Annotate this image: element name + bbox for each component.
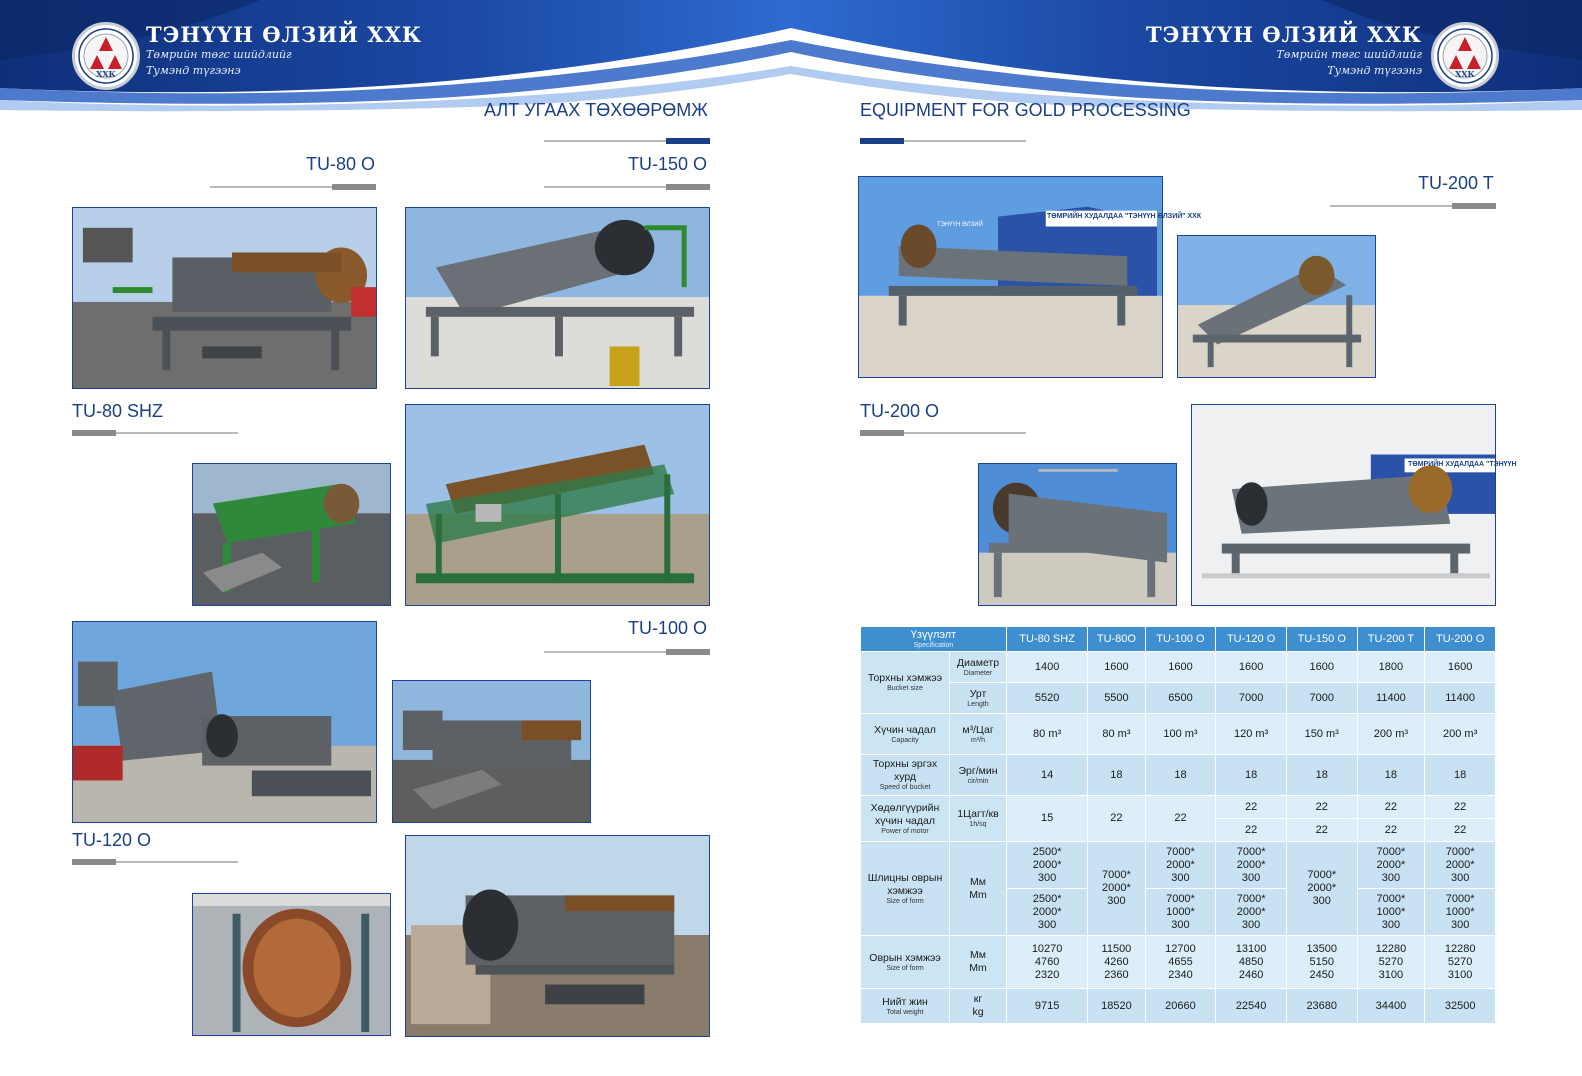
table-cell: 6500: [1146, 683, 1216, 713]
label-tu-100-o: TU-100 O: [628, 618, 708, 638]
photo-tu-120-o-drum: [192, 893, 391, 1036]
photo-tu-120-o-site: [405, 835, 710, 1037]
table-row-length: [861, 683, 1495, 713]
table-cell: 32500: [1425, 989, 1495, 1023]
table-row-weight: [861, 989, 1495, 1023]
table-cell: 14: [1007, 755, 1087, 795]
logo-text: ХХК: [96, 69, 116, 79]
table-cell: 18: [1358, 755, 1425, 795]
header-spec-cell: Үзүүлэлт Specification: [861, 627, 1006, 651]
right-header-banner: [791, 0, 1582, 112]
left-page-title: АЛТ УГААХ ТӨХӨӨРӨМЖ: [484, 100, 708, 120]
table-cell: 2500* 2000* 300: [1007, 889, 1087, 935]
table-cell: 7000* 1000* 300: [1425, 889, 1495, 935]
table-cell: 13100 4850 2460: [1216, 936, 1286, 988]
row-label-bucket: Торхны хэмжээ Bucket size: [861, 652, 949, 713]
title-underline: [544, 140, 710, 142]
table-cell: 80 m³: [1088, 714, 1144, 754]
company-tagline-1: Төмрийн төгс шийдлийг: [1276, 48, 1422, 61]
label-underline: [860, 432, 1026, 434]
table-cell: 15: [1007, 796, 1087, 841]
table-cell: 18520: [1088, 989, 1144, 1023]
table-cell: 120 m³: [1216, 714, 1286, 754]
table-cell: 18: [1088, 755, 1144, 795]
label-underline: [544, 651, 710, 653]
table-cell: 12700 4655 2340: [1146, 936, 1216, 988]
table-cell: 13500 5150 2450: [1287, 936, 1357, 988]
photo-machine-sign: ТЭНҮҮН ӨЛЗИЙ: [937, 222, 983, 228]
label-tu-200-t: TU-200 T: [1418, 173, 1494, 193]
table-header-row: [861, 627, 1495, 651]
table-cell: 18: [1216, 755, 1286, 795]
label-underline: [72, 432, 238, 434]
photo-building-sign: ТӨМРИЙН ХУДАЛДАА "ТЭНҮҮН: [1408, 461, 1517, 468]
label-tu-80-o: TU-80 O: [306, 154, 376, 174]
table-cell: 1800: [1358, 652, 1425, 682]
unit-speed: Эрг/мин cir/min: [950, 755, 1006, 795]
table-cell: 9715: [1007, 989, 1087, 1023]
table-cell: 150 m³: [1287, 714, 1357, 754]
table-cell: 11400: [1358, 683, 1425, 713]
table-cell: 7000* 2000* 300: [1358, 842, 1425, 888]
table-cell: 34400: [1358, 989, 1425, 1023]
table-cell: 7000* 2000* 300: [1216, 842, 1286, 888]
table-cell: 7000: [1287, 683, 1357, 713]
table-cell: 22: [1287, 819, 1357, 841]
brand-block: [1146, 22, 1422, 79]
header-model: TU-120 O: [1216, 627, 1286, 651]
header-model: TU-200 O: [1425, 627, 1495, 651]
company-logo: [1431, 22, 1499, 90]
photo-tu-200-o-side: [978, 463, 1177, 606]
row-label-form: Шлицны оврын хэмжээ Size of form: [861, 842, 949, 935]
photo-tu-80-shz: [192, 463, 391, 606]
table-cell: 22: [1088, 796, 1144, 841]
label-underline: [72, 861, 238, 863]
unit-weight: кг kg: [950, 989, 1006, 1023]
table-cell: 18: [1287, 755, 1357, 795]
table-cell: 7000* 2000* 300: [1088, 842, 1144, 935]
row-label-capacity: Хүчин чадал Capacity: [861, 714, 949, 754]
unit-motor: 1Цагт/кв 1h/sq: [950, 796, 1006, 841]
label-underline: [210, 186, 376, 188]
table-cell: 7000* 2000* 300: [1146, 842, 1216, 888]
table-cell: 22540: [1216, 989, 1286, 1023]
table-cell: 1600: [1088, 652, 1144, 682]
table-cell: 22: [1358, 796, 1425, 818]
photo-tu-100-o: [405, 404, 710, 606]
table-row-capacity: [861, 714, 1495, 754]
photo-building-sign: ТӨМРИЙН ХУДАЛДАА "ТЭНҮҮН ӨЛЗИЙ" ХХК: [1047, 213, 1202, 220]
table-cell: 23680: [1287, 989, 1357, 1023]
photo-tu-120-o-side: [392, 680, 591, 823]
table-cell: 1400: [1007, 652, 1087, 682]
table-cell: 1600: [1425, 652, 1495, 682]
company-logo: [72, 22, 140, 90]
table-cell: 22: [1146, 796, 1216, 841]
table-cell: 11500 4260 2360: [1088, 936, 1144, 988]
photo-tu-80-o: [72, 207, 377, 389]
table-cell: 1600: [1146, 652, 1216, 682]
table-cell: 12280 5270 3100: [1425, 936, 1495, 988]
row-label-speed: Торхны эргэх хурд Speed of bucket: [861, 755, 949, 795]
unit-capacity: м³/Цаг m³/h: [950, 714, 1006, 754]
table-cell: 7000* 2000* 300: [1287, 842, 1357, 935]
table-cell: 7000* 1000* 300: [1146, 889, 1216, 935]
table-row-motor: [861, 796, 1495, 818]
table-row-speed: [861, 755, 1495, 795]
company-name: ТЭНҮҮН ӨЛЗИЙ ХХК: [146, 22, 422, 47]
label-tu-80-shz: TU-80 SHZ: [72, 401, 164, 421]
table-cell: 22: [1287, 796, 1357, 818]
table-cell: 18: [1146, 755, 1216, 795]
table-cell: 22: [1425, 819, 1495, 841]
table-cell: 7000: [1216, 683, 1286, 713]
table-cell: 1600: [1287, 652, 1357, 682]
header-model: TU-80O: [1088, 627, 1144, 651]
table-cell: 200 m³: [1425, 714, 1495, 754]
table-cell: 1600: [1216, 652, 1286, 682]
logo-text: ХХК: [1455, 69, 1475, 79]
table-cell: 7000* 1000* 300: [1358, 889, 1425, 935]
table-cell: 5520: [1007, 683, 1087, 713]
row-label-dims: Оврын хэмжээ Size of form: [861, 936, 949, 988]
table-cell: 80 m³: [1007, 714, 1087, 754]
table-row-dims: [861, 936, 1495, 988]
table-row-form: [861, 842, 1495, 888]
unit-form: Мм Mm: [950, 842, 1006, 935]
table-cell: 22: [1216, 819, 1286, 841]
table-cell: 2500* 2000* 300: [1007, 842, 1087, 888]
table-cell: 12280 5270 3100: [1358, 936, 1425, 988]
header-model: TU-80 SHZ: [1007, 627, 1087, 651]
label-tu-120-o: TU-120 O: [72, 830, 152, 850]
photo-tu-120-o: [72, 621, 377, 823]
table-cell: 200 m³: [1358, 714, 1425, 754]
table-cell: 100 m³: [1146, 714, 1216, 754]
unit-length: Урт Length: [950, 683, 1006, 713]
table-cell: 11400: [1425, 683, 1495, 713]
label-underline: [1330, 205, 1496, 207]
header-model: TU-200 T: [1358, 627, 1425, 651]
header-model: TU-100 O: [1146, 627, 1216, 651]
table-cell: 7000* 2000* 300: [1216, 889, 1286, 935]
table-cell: 10270 4760 2320: [1007, 936, 1087, 988]
company-tagline-2: Тумэнд түгээнэ: [1327, 64, 1422, 77]
left-header-banner: [0, 0, 791, 112]
brand-block: [146, 22, 422, 79]
label-tu-200-o: TU-200 O: [860, 401, 940, 421]
table-cell: 22: [1216, 796, 1286, 818]
header-model: TU-150 O: [1287, 627, 1357, 651]
table-row-diameter: [861, 652, 1495, 682]
label-underline: [544, 186, 710, 188]
row-label-motor: Хөдөлгүүрийн хүчин чадал Power of motor: [861, 796, 949, 841]
table-cell: 22: [1358, 819, 1425, 841]
label-tu-150-o: TU-150 O: [628, 154, 708, 174]
photo-tu-200-t: [858, 176, 1202, 378]
photo-tu-200-t-side: [1177, 235, 1376, 378]
company-name: ТЭНҮҮН ӨЛЗИЙ ХХК: [1146, 22, 1422, 47]
table-cell: 18: [1425, 755, 1495, 795]
unit-dims: Мм Mm: [950, 936, 1006, 988]
table-cell: 22: [1425, 796, 1495, 818]
right-page-title: EQUIPMENT FOR GOLD PROCESSING: [860, 100, 1191, 120]
table-cell: 7000* 2000* 300: [1425, 842, 1495, 888]
table-cell: 5500: [1088, 683, 1144, 713]
photo-tu-150-o: [405, 207, 710, 389]
photo-tu-200-o: [1191, 404, 1517, 606]
table-cell: 20660: [1146, 989, 1216, 1023]
company-tagline-2: Тумэнд түгээнэ: [146, 64, 241, 77]
title-underline: [860, 140, 1026, 142]
company-tagline-1: Төмрийн төгс шийдлийг: [146, 48, 292, 61]
row-label-weight: Нийт жин Total weight: [861, 989, 949, 1023]
specification-table: [860, 626, 1496, 1024]
unit-diameter: Диаметр Diameter: [950, 652, 1006, 682]
